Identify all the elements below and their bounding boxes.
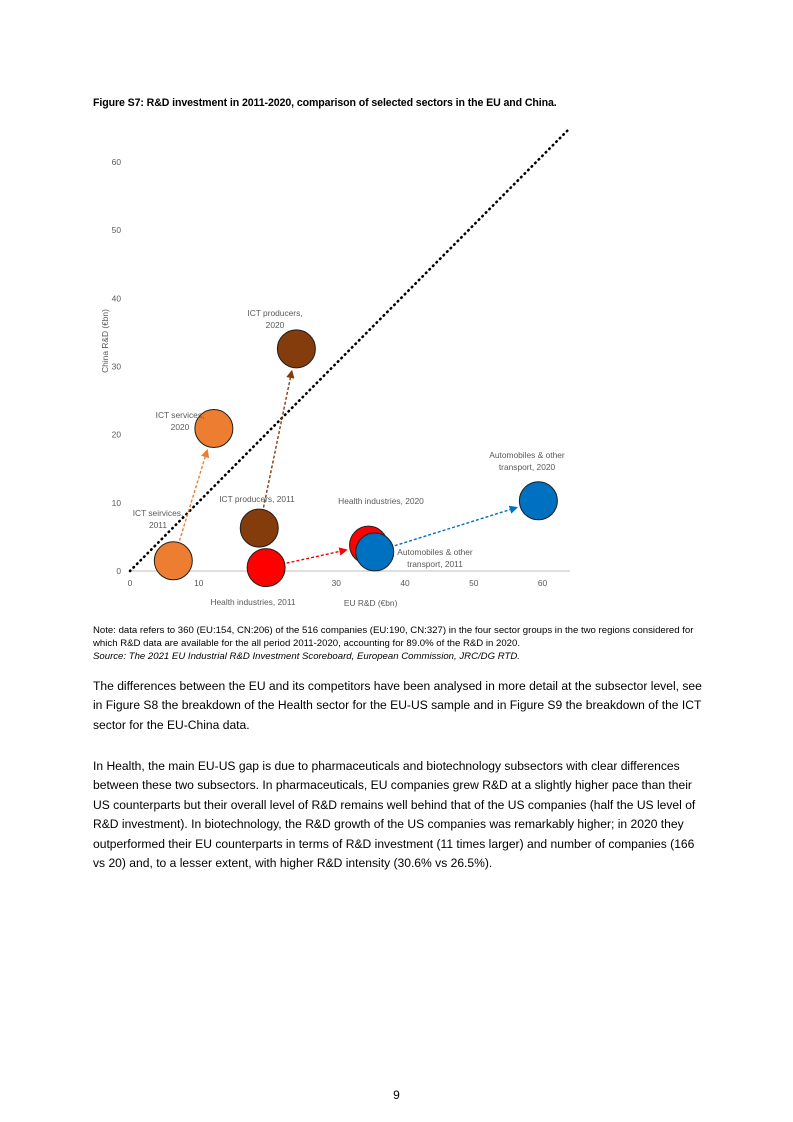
bubble-point xyxy=(519,482,557,520)
figure-note xyxy=(93,624,703,663)
x-tick-label: 30 xyxy=(331,578,341,588)
trend-arrow xyxy=(287,550,346,563)
x-tick-label: 60 xyxy=(537,578,548,588)
trend-arrow xyxy=(264,371,292,507)
bubble-point xyxy=(240,509,278,547)
bubble-point xyxy=(154,542,192,580)
y-tick-label: 50 xyxy=(111,225,121,236)
data-label: ICT seirvices, xyxy=(132,508,184,518)
data-label: 2020 xyxy=(265,320,285,330)
figure-title: Figure S7: R&D investment in 2011-2020, comparison of selected sectors in the EU and China. xyxy=(93,97,557,109)
x-axis-title: EU R&D (€bn) xyxy=(343,598,398,608)
data-label: ICT producers, xyxy=(247,308,303,318)
trend-arrow xyxy=(395,508,517,546)
note-source: Source: The 2021 EU Industrial R&D Investment Scoreboard, European Commission, JRC/DG RTD. xyxy=(93,651,520,662)
body-paragraph-1: The differences between the EU and its competitors have been analysed in more detail at the subsector level, see in Figure S8 the breakdown of the Health sector for the EU-US sample and in Figure S9 the breakdown of the ICT sector for the EU-China data. xyxy=(93,679,702,732)
y-tick-label: 0 xyxy=(116,566,121,576)
data-label: ICT producers, 2011 xyxy=(219,494,295,504)
bubble-point xyxy=(356,533,394,571)
note-text: Note: data refers to 360 (EU:154, CN:206) of the 516 companies (EU:190, CN:327) in the four sector groups in the two regions considered for which R&D data are available for the all period 2011-2020, accounting for 89.0% of the R&D in 2020. xyxy=(93,625,694,649)
y-tick-label: 60 xyxy=(111,157,121,168)
data-label: transport, 2020 xyxy=(498,462,556,472)
data-label: Health industries, 2020 xyxy=(338,496,424,506)
data-label: Automobiles & other xyxy=(489,450,565,460)
data-label: ICT services, xyxy=(155,410,205,420)
trend-arrow xyxy=(179,451,207,541)
y-tick-label: 20 xyxy=(111,429,121,440)
data-label: Automobiles & other xyxy=(397,547,473,557)
data-label: 2011 xyxy=(148,520,168,530)
y-tick-label: 10 xyxy=(111,497,121,508)
data-label: transport, 2011 xyxy=(407,559,463,569)
y-tick-label: 40 xyxy=(111,293,121,304)
x-tick-label: 0 xyxy=(127,578,133,588)
data-label: 2020 xyxy=(170,422,190,432)
y-axis-title: China R&D (€bn) xyxy=(100,309,110,373)
x-tick-label: 40 xyxy=(400,578,410,588)
y-tick-label: 30 xyxy=(111,361,121,372)
bubble-point xyxy=(247,549,285,587)
bubble-point xyxy=(277,330,315,368)
x-tick-label: 10 xyxy=(194,578,204,588)
page-number: 9 xyxy=(393,1088,400,1102)
body-paragraph-2: In Health, the main EU-US gap is due to pharmaceuticals and biotechnology subsectors with clear differences between these two subsectors. In pharmaceuticals, EU companies grew R&D at a slightly higher pace than their US counterparts but their overall level of R&D remains well behind that of the US companies (half the US level of R&D investment). In biotechnology, the R&D growth of the US companies was remarkably higher; in 2020 they outperformed their EU counterparts in terms of R&D investment (11 times larger) and number of companies (166 vs 20) and, to a lesser extent, with higher R&D intensity (30.6% vs 26.5%). xyxy=(93,759,696,871)
x-tick-label: 50 xyxy=(469,578,479,588)
data-label: Health industries, 2011 xyxy=(210,597,296,607)
